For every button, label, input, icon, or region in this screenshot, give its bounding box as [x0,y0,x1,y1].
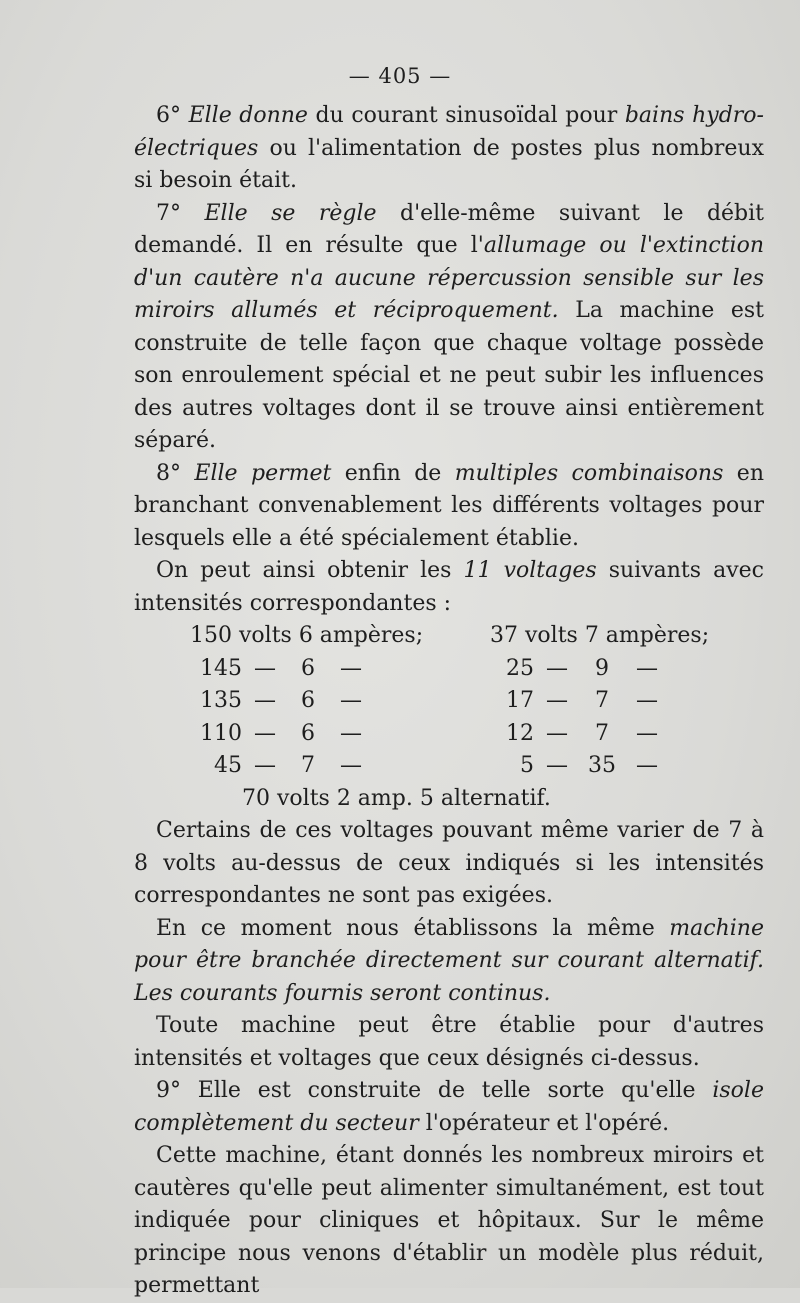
voltage-row [490,750,710,783]
amperes-value: 7 [595,720,609,746]
text-run: Elle est construite de telle sorte qu'elle [181,1078,713,1103]
page-number: — 405 — [348,64,452,88]
volts-value: 17 [506,688,534,713]
ditto-mark: — [254,753,276,778]
voltage-row [490,718,710,751]
voltage-row [190,685,470,718]
paragraph-toute: Toute machine peut être établie pour d'autres intensités et voltages que ceux désignés ci-dessus. [134,1013,764,1071]
item-number: 9° [156,1078,181,1103]
italic-run: allumage ou l'extinction d'un cautère n'a aucune répercussion sensible sur les miroirs allumés et réciproquement. [134,233,764,323]
italic-lead: Elle permet [194,460,332,486]
volts-value: 25 [506,655,534,681]
ditto-mark: — [254,688,276,713]
ditto-mark: — [340,753,362,778]
italic-run: isole complètement du secteur [134,1078,764,1136]
ditto-mark: — [636,688,658,713]
voltage-row [490,653,710,686]
ditto-mark: — [340,655,362,681]
ditto-mark: — [636,720,658,746]
italic-run: machine pour être branchée directement sur courant alternatif. Les courants fournis seront continus. [134,915,764,1006]
text-run: La machine est construite de telle façon que chaque voltage possède son enroulement spécial et ne peut subir les influences des autres voltages dont il se trouve ainsi entièrement séparé. [134,298,764,453]
text-run: du courant sinusoïdal pour [307,103,625,128]
alternating-voltage-line: 70 volts 2 amp. 5 alternatif. [242,785,551,811]
ditto-mark: — [340,720,362,746]
amperes-value: 7 [301,753,315,778]
text-run: en branchant convenablement les différents voltages pour lesquels elle a été spécialement établie. [134,460,764,551]
volts-value: 5 [520,753,534,778]
volts-value: 110 [200,720,242,746]
ditto-mark: — [546,753,568,778]
item-number: 8° [156,460,181,486]
paragraph-obtain [134,555,764,620]
ditto-mark: — [254,720,276,746]
amperes-value: 6 [301,655,315,681]
italic-lead: Elle se règle [204,200,377,226]
italic-run: multiples combinaisons [454,460,724,486]
volts-value: 135 [200,688,242,713]
ditto-mark: — [546,720,568,746]
text-run: l'opérateur et l'opéré. [418,1110,670,1136]
ditto-mark: — [340,688,362,713]
ditto-mark: — [636,655,658,681]
text-run: enfin de [331,460,455,486]
amperes-value: 9 [595,655,609,681]
ditto-mark: — [546,688,568,713]
amperes-value: 7 [595,688,609,713]
ditto-mark: — [254,655,276,681]
text-run: En ce moment nous établissons la même [156,915,670,941]
paragraph-6 [134,100,764,198]
text-run: On peut ainsi obtenir les [156,558,464,583]
ditto-mark: — [636,753,658,778]
amperes-value: 6 [301,720,315,746]
italic-run: 11 voltages [463,558,597,583]
amperes-value: 35 [588,753,616,778]
voltage-column-right [490,620,710,783]
voltage-table [190,620,764,783]
ditto-mark: — [546,655,568,681]
paragraph-9 [134,1075,764,1140]
italic-lead: Elle donne [188,103,308,128]
voltage-row [190,653,470,686]
voltage-row: 150 volts 6 ampères; [190,623,424,648]
voltage-column-left [190,620,470,783]
paragraph-8 [134,458,764,556]
item-number: 6° [156,103,181,128]
text-run: suivants avec intensités correspondantes : [134,558,765,616]
amperes-value: 6 [301,688,315,713]
volts-value: 145 [200,655,242,681]
paragraph-certains: Certains de ces voltages pouvant même varier de 7 à 8 volts au-dessus de ceux indiqués si les intensités correspondantes ne sont pas exigées. [134,818,764,908]
italic-run: bains hydro-électriques [134,103,764,161]
item-number: 7° [156,200,181,226]
voltage-row [190,750,470,783]
voltage-row [190,718,470,751]
paragraph-moment [134,913,764,1011]
voltage-row [490,685,710,718]
text-run: d'elle-même suivant le débit demandé. Il en résulte que l' [134,200,765,258]
body-text [134,100,764,1303]
paragraph-7 [134,198,764,458]
text-run: ou l'alimentation de postes plus nombreux si besoin était. [134,135,764,193]
volts-value: 45 [214,753,242,778]
voltage-row: 37 volts 7 ampères; [490,623,710,648]
paragraph-cette: Cette machine, étant donnés les nombreux miroirs et cautères qu'elle peut alimenter simultanément, est tout indiquée pour cliniques et hôpitaux. Sur le même principe nous venons d'établir un modèle plus réduit, permettant [134,1143,764,1298]
volts-value: 12 [506,720,534,746]
